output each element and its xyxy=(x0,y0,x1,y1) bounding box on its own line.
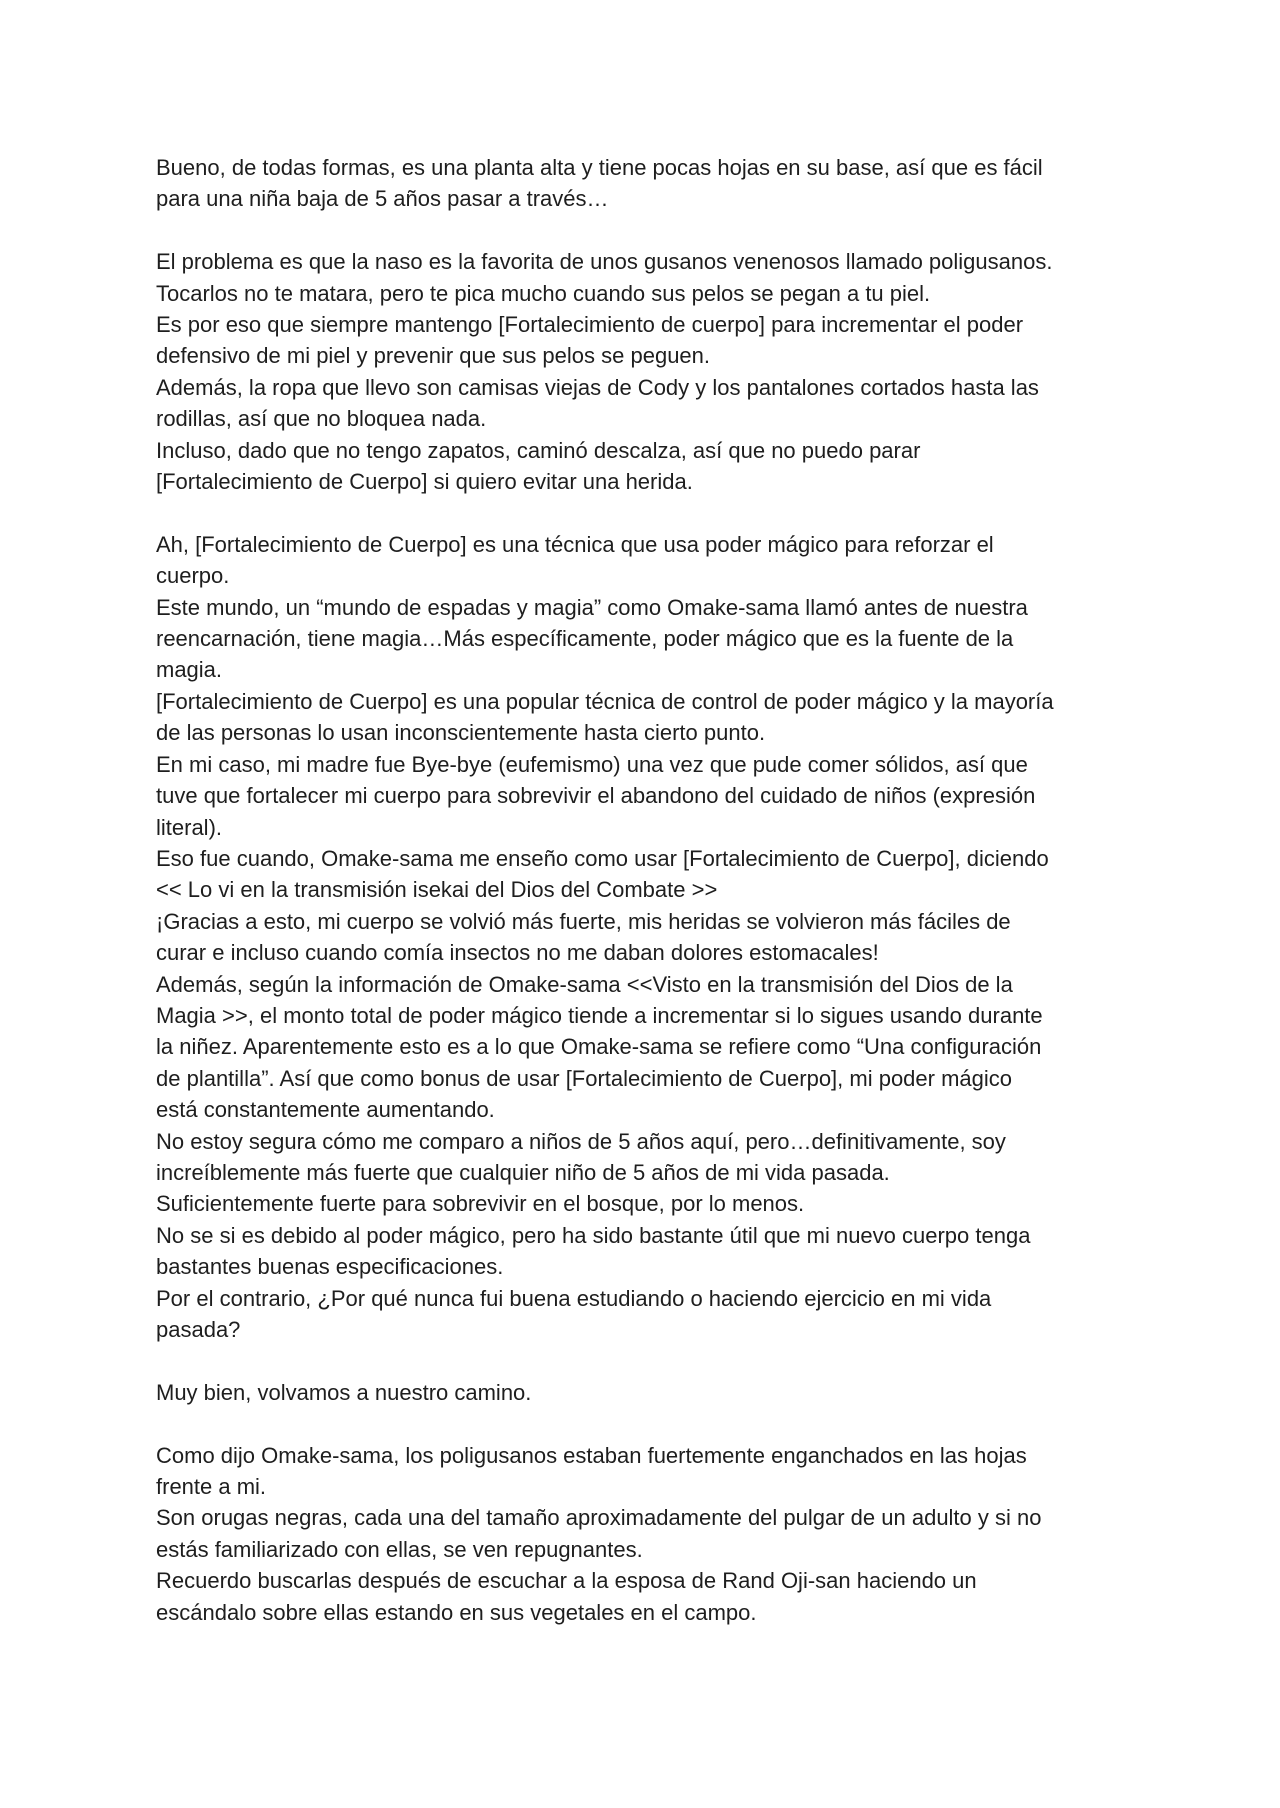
text-line: Como dijo Omake-sama, los poligusanos estaban fuertemente enganchados en las hojas xyxy=(156,1442,1027,1468)
paragraph-gap xyxy=(156,215,1136,246)
text-line: ¡Gracias a esto, mi cuerpo se volvió más fuerte, mis heridas se volvieron más fáciles de xyxy=(156,908,1011,934)
text-line: de las personas lo usan inconscientemente hasta cierto punto. xyxy=(156,720,766,746)
text-line: Suficientemente fuerte para sobrevivir en el bosque, por lo menos. xyxy=(156,1191,805,1217)
text-line: Recuerdo buscarlas después de escuchar a la esposa de Rand Oji-san haciendo un xyxy=(156,1568,977,1594)
text-line: reencarnación, tiene magia…Más específicamente, poder mágico que es la fuente de la xyxy=(156,626,1014,652)
text-line: bastantes buenas especificaciones. xyxy=(156,1254,504,1280)
text-line: rodillas, así que no bloquea nada. xyxy=(156,406,487,432)
text-line: pasada? xyxy=(156,1317,241,1342)
text-line: literal). xyxy=(156,814,223,840)
text-line: cuerpo. xyxy=(156,563,230,589)
text-line: [Fortalecimiento de Cuerpo] si quiero evitar una herida. xyxy=(156,469,693,495)
text-line: Eso fue cuando, Omake-sama me enseño como usar [Fortalecimiento de Cuerpo], diciendo xyxy=(156,845,1049,871)
text-line: Es por eso que siempre mantengo [Fortalecimiento de cuerpo] para incrementar el poder xyxy=(156,312,1024,338)
text-line: para una niña baja de 5 años pasar a través… xyxy=(156,186,609,212)
document-body xyxy=(156,152,1136,1628)
text-line: El problema es que la naso es la favorita de unos gusanos venenosos llamado poligusanos. xyxy=(156,249,1053,275)
paragraph xyxy=(156,1440,1136,1628)
paragraph-gap xyxy=(156,1345,1136,1376)
text-line: curar e incluso cuando comía insectos no me daban dolores estomacales! xyxy=(156,940,879,966)
text-line: No se si es debido al poder mágico, pero ha sido bastante útil que mi nuevo cuerpo tenga xyxy=(156,1222,1031,1248)
text-line: [Fortalecimiento de Cuerpo] es una popular técnica de control de poder mágico y la mayoría xyxy=(156,688,1054,714)
paragraph xyxy=(156,1377,1136,1408)
text-line: No estoy segura cómo me comparo a niños de 5 años aquí, pero…definitivamente, soy xyxy=(156,1128,1006,1154)
paragraph xyxy=(156,152,1136,215)
text-line: Bueno, de todas formas, es una planta alta y tiene pocas hojas en su base, así que es fácil xyxy=(156,155,1043,180)
paragraph-gap xyxy=(156,1408,1136,1439)
text-line: la niñez. Aparentemente esto es a lo que Omake-sama se refiere como “Una configuración xyxy=(156,1034,1042,1060)
text-line: Por el contrario, ¿Por qué nunca fui buena estudiando o haciendo ejercicio en mi vida xyxy=(156,1285,992,1311)
paragraph xyxy=(156,529,1136,1346)
text-line: tuve que fortalecer mi cuerpo para sobrevivir el abandono del cuidado de niños (expresión xyxy=(156,783,1036,809)
text-line: Magia >>, el monto total de poder mágico tiende a incrementar si lo sigues usando durante xyxy=(156,1002,1043,1028)
text-line: frente a mi. xyxy=(156,1474,267,1499)
text-line: increíblemente más fuerte que cualquier niño de 5 años de mi vida pasada. xyxy=(156,1159,890,1185)
paragraph xyxy=(156,246,1136,497)
text-line: de plantilla”. Así que como bonus de usar [Fortalecimiento de Cuerpo], mi poder mágico xyxy=(156,1065,1013,1091)
text-line: En mi caso, mi madre fue Bye-bye (eufemismo) una vez que pude comer sólidos, así que xyxy=(156,751,1028,777)
text-line: Son orugas negras, cada una del tamaño aproximadamente del pulgar de un adulto y si no xyxy=(156,1505,1042,1531)
text-line: está constantemente aumentando. xyxy=(156,1097,495,1123)
text-line: Además, la ropa que llevo son camisas viejas de Cody y los pantalones cortados hasta las xyxy=(156,374,1039,400)
text-line: Ah, [Fortalecimiento de Cuerpo] es una técnica que usa poder mágico para reforzar el xyxy=(156,531,994,557)
text-line: Tocarlos no te matara, pero te pica mucho cuando sus pelos se pegan a tu piel. xyxy=(156,280,931,306)
paragraph-gap xyxy=(156,497,1136,528)
text-line: escándalo sobre ellas estando en sus vegetales en el campo. xyxy=(156,1599,757,1625)
text-line: << Lo vi en la transmisión isekai del Dios del Combate >> xyxy=(156,877,718,903)
text-line: Muy bien, volvamos a nuestro camino. xyxy=(156,1379,532,1405)
text-line: defensivo de mi piel y prevenir que sus pelos se peguen. xyxy=(156,343,711,369)
text-line: Este mundo, un “mundo de espadas y magia” como Omake-sama llamó antes de nuestra xyxy=(156,594,1028,620)
text-line: estás familiarizado con ellas, se ven repugnantes. xyxy=(156,1536,643,1562)
text-line: Incluso, dado que no tengo zapatos, caminó descalza, así que no puedo parar xyxy=(156,437,921,463)
text-line: magia. xyxy=(156,657,223,683)
text-line: Además, según la información de Omake-sama <<Visto en la transmisión del Dios de la xyxy=(156,971,1013,997)
